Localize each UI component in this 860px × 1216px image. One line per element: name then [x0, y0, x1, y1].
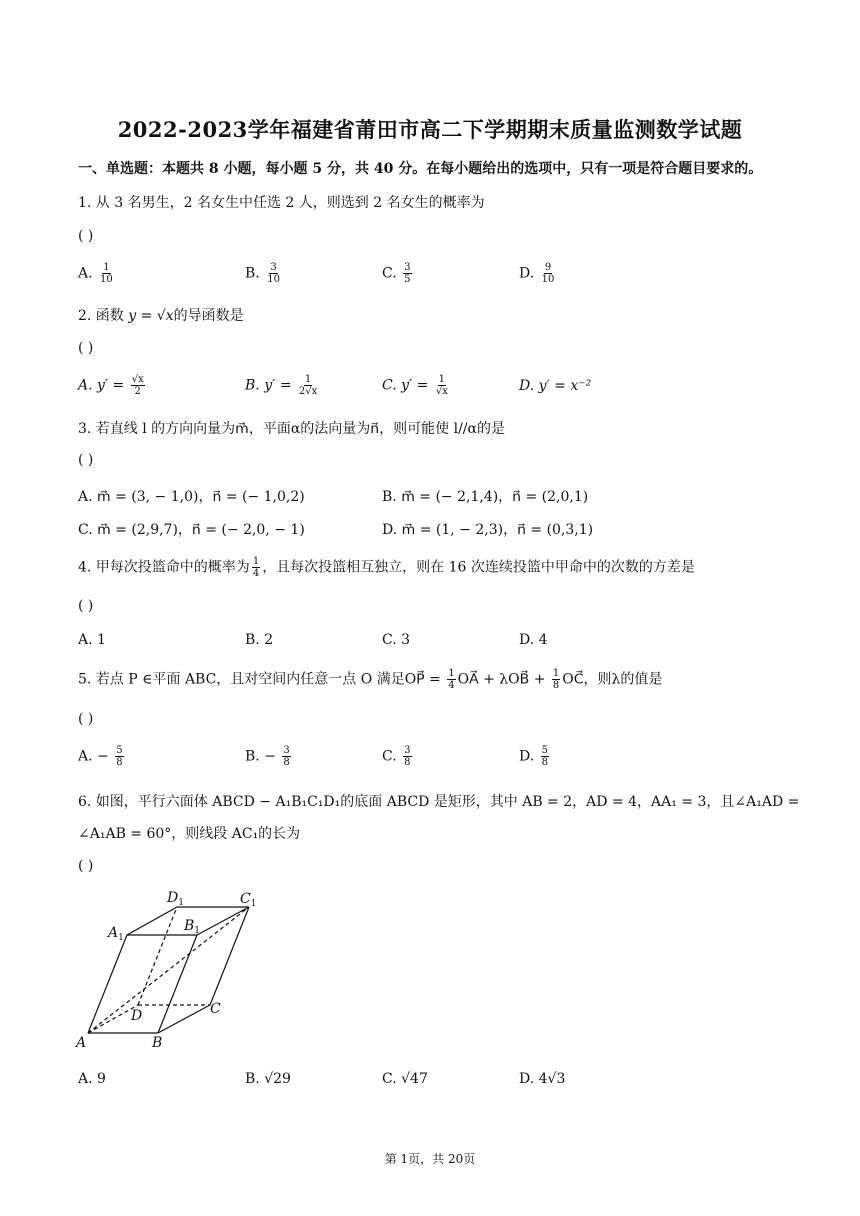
q6-option-c: C. √47: [382, 1071, 428, 1087]
label-d: D: [131, 1008, 143, 1024]
question-3-paren: ( ): [78, 452, 94, 468]
q3-option-b: B. m⃗ = (− 2,1,4)，n⃗ = (2,0,1): [382, 489, 589, 505]
q5-option-b: B. − $\frac{3}{8}$: [245, 745, 290, 768]
edge-d-d1: [138, 907, 177, 1005]
page-title: 2022-2023学年福建省莆田市高二下学期期末质量监测数学试题: [117, 117, 743, 142]
question-2-stem: 2. 函数 y = √x的导函数是: [78, 308, 244, 324]
q4-option-c: C. 3: [382, 632, 411, 648]
question-4-paren: ( ): [78, 598, 94, 614]
q2-option-c: C. y′ = $\frac{1}{√x}$: [382, 374, 448, 397]
question-6-stem-line-2: ∠A₁AB = 60°，则线段 AC₁的长为: [78, 826, 301, 842]
q2-option-b: B. y′ = $\frac{1}{2√x}$: [245, 374, 318, 397]
q2-option-a: A. y′ = $\frac{√x}{2}$: [78, 374, 144, 397]
q2-option-d: D. y′ = x⁻²: [519, 378, 592, 394]
edge-a1-d1: [127, 907, 177, 935]
q3-option-c: C. m⃗ = (2,9,7)，n⃗ = (− 2,0, − 1): [78, 522, 305, 538]
q4-option-a: A. 1: [78, 632, 106, 648]
q1-option-c: C. $\frac{3}{5}$: [382, 262, 411, 285]
question-5-stem: 5. 若点 P ∈平面 ABC，且对空间内任意一点 O 满足OP⃗ = $\frac{1}{4}$ OA⃗ + λOB⃗ + $\frac{1}{8}$ OC⃗，则λ的值是: [78, 668, 663, 691]
edge-c-c1: [210, 907, 249, 1005]
section-heading: 一、单选题：本题共 8 小题，每小题 5 分，共 40 分。在每小题给出的选项中，只有一项是符合题目要求的。: [78, 161, 763, 177]
q5-option-a: A. − $\frac{5}{8}$: [78, 745, 123, 768]
question-3-stem: 3. 若直线 l 的方向向量为m⃗，平面α的法向量为n⃗，则可能使 l//α的是: [78, 421, 505, 437]
label-a: A: [76, 1035, 87, 1050]
question-1-paren: ( ): [78, 228, 94, 244]
label-c: C: [210, 1001, 221, 1017]
label-b1: $B_1$: [184, 918, 201, 936]
q1-option-a: A. $\frac{1}{10}$: [78, 262, 113, 285]
question-2-paren: ( ): [78, 340, 94, 356]
q1-option-b: B. $\frac{3}{10}$: [245, 262, 280, 285]
q6-option-b: B. √29: [245, 1071, 291, 1087]
label-a1: $A_1$: [108, 925, 124, 943]
question-4-stem: 4. 甲每次投篮命中的概率为 $\frac{1}{4}$ ，且每次投篮相互独立，则在 16 次连续投篮中甲命中的次数的方差是: [78, 556, 695, 579]
q3-option-d: D. m⃗ = (1, − 2,3)，n⃗ = (0,3,1): [382, 522, 594, 538]
q4-option-d: D. 4: [519, 632, 548, 648]
parallelepiped-figure: [70, 885, 260, 1050]
q6-option-d: D. 4√3: [519, 1071, 566, 1087]
question-6-paren: ( ): [78, 858, 94, 874]
page-footer: 第 1页，共 20页: [384, 1152, 476, 1166]
edge-b-b1: [158, 935, 197, 1033]
q1-option-d: D. $\frac{9}{10}$: [519, 262, 555, 285]
q5-option-d: D. $\frac{5}{8}$: [519, 745, 549, 768]
q5-option-c: C. $\frac{3}{8}$: [382, 745, 411, 768]
question-1-stem: 1. 从 3 名男生，2 名女生中任选 2 人，则选到 2 名女生的概率为: [78, 195, 485, 211]
question-6-stem-line-1: 6. 如图，平行六面体 ABCD − A₁B₁C₁D₁的底面 ABCD 是矩形，其中 AB = 2，AD = 4，AA₁ = 3，且∠A₁AD =: [78, 794, 800, 810]
label-b: B: [152, 1035, 163, 1050]
label-c1: $C_1$: [240, 891, 257, 909]
edge-bc: [158, 1005, 210, 1033]
edge-b1-c1: [197, 907, 249, 935]
question-5-paren: ( ): [78, 711, 94, 727]
q6-option-a: A. 9: [78, 1071, 106, 1087]
q3-option-a: A. m⃗ = (3, − 1,0)，n⃗ = (− 1,0,2): [78, 489, 305, 505]
label-d1: $D_1$: [167, 890, 184, 908]
q4-option-b: B. 2: [245, 632, 274, 648]
